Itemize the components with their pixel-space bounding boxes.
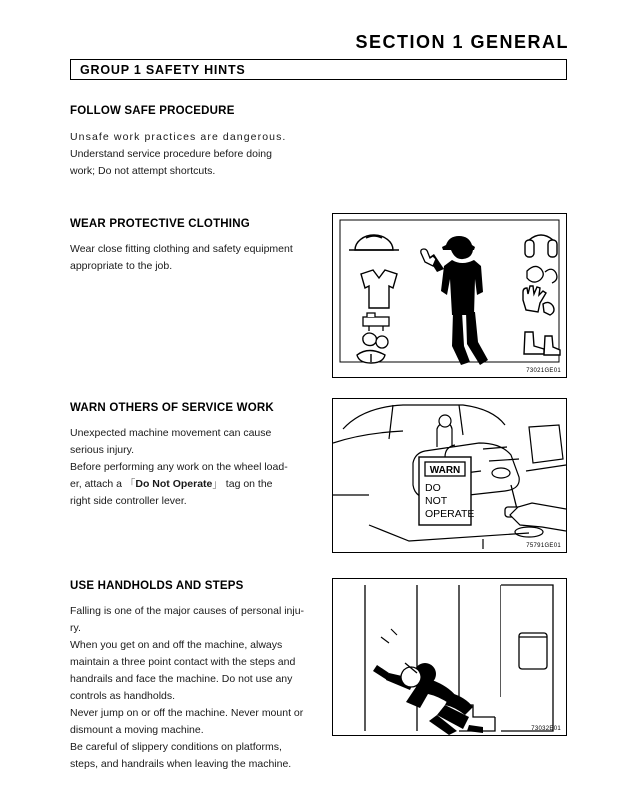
topic-4-heading: USE HANDHOLDS AND STEPS — [70, 580, 244, 592]
topic-4-line-10: steps, and handrails when leaving the machine. — [70, 758, 292, 770]
topic-4-line-1: Falling is one of the major causes of personal inju- — [70, 605, 305, 617]
topic-3-line-5: right side controller lever. — [70, 495, 187, 507]
topic-3-line-4-pre: er, attach a — [70, 478, 125, 490]
protective-clothing-illustration — [333, 214, 566, 377]
topic-1-line-1: Unsafe work practices are dangerous. — [70, 131, 287, 143]
topic-3-line-4-post: tag on the — [222, 478, 273, 490]
page-title: SECTION 1 GENERAL — [355, 32, 569, 52]
topic-4-line-4: maintain a three point contact with the steps and — [70, 656, 296, 668]
figure-protective-clothing — [332, 213, 567, 378]
topic-3-heading: WARN OTHERS OF SERVICE WORK — [70, 402, 274, 414]
figure-warn-others — [332, 398, 567, 553]
topic-4-line-7: Never jump on or off the machine. Never mount or — [70, 707, 304, 719]
topic-2-line-1: Wear close fitting clothing and safety equipment — [70, 243, 293, 255]
topic-1-line-3: work; Do not attempt shortcuts. — [70, 165, 216, 177]
topic-4-line-3: When you get on and off the machine, always — [70, 639, 283, 651]
warn-tag-title: WARN — [429, 465, 461, 476]
warn-tag-line-1: DO — [425, 482, 441, 494]
warn-tag-line-3: OPERATE — [425, 508, 475, 520]
topic-2-heading: WEAR PROTECTIVE CLOTHING — [70, 218, 250, 230]
topic-1-heading: FOLLOW SAFE PROCEDURE — [70, 105, 235, 117]
handholds-illustration — [333, 579, 566, 735]
topic-3-line-4 — [70, 476, 335, 493]
topic-4-line-2: ry. — [70, 622, 81, 634]
warn-others-illustration — [333, 399, 566, 552]
figure-2-code: 73021GE01 — [526, 368, 561, 374]
topic-4-line-6: controls as handholds. — [70, 690, 176, 702]
group-header-label: GROUP 1 SAFETY HINTS — [80, 63, 246, 77]
topic-3-line-3: Before performing any work on the wheel load- — [70, 461, 288, 473]
topic-3-line-1: Unexpected machine movement can cause — [70, 427, 272, 439]
figure-4-code: 73032E01 — [531, 726, 561, 732]
do-not-operate-emphasis: Do Not Operate — [135, 478, 213, 490]
topic-4-line-5: handrails and face the machine. Do not use any — [70, 673, 293, 685]
figure-3-code: 75791GE01 — [526, 543, 561, 549]
quote-open-bracket: 「 — [124, 478, 136, 490]
topic-2-line-2: appropriate to the job. — [70, 260, 173, 272]
topic-4-line-9: Be careful of slippery conditions on platforms, — [70, 741, 282, 753]
warn-tag-line-2: NOT — [425, 495, 448, 507]
topic-1-line-2: Understand service procedure before doing — [70, 148, 272, 160]
topic-4-line-8: dismount a moving machine. — [70, 724, 204, 736]
quote-close-bracket: 」 — [212, 478, 223, 490]
topic-3-line-2: serious injury. — [70, 444, 134, 456]
figure-handholds-steps — [332, 578, 567, 736]
group-header-bar — [70, 59, 567, 80]
